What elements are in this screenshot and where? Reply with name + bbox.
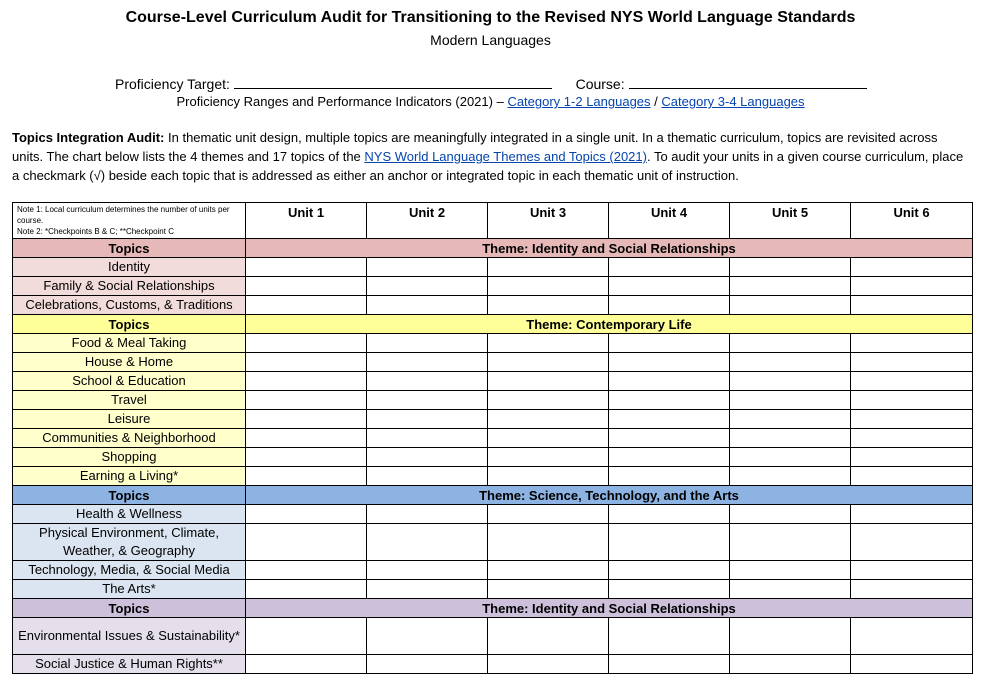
topic-row	[13, 410, 973, 429]
checkmark-cell-unit-4[interactable]	[609, 580, 730, 599]
topic-label: House & Home	[13, 353, 246, 372]
topic-label: Food & Meal Taking	[13, 334, 246, 353]
note-1	[17, 204, 241, 226]
checkmark-cell-unit-3[interactable]	[488, 296, 609, 315]
checkmark-cell-unit-5[interactable]	[730, 448, 851, 467]
checkmark-cell-unit-5[interactable]	[730, 467, 851, 486]
topic-row	[13, 391, 973, 410]
checkmark-cell-unit-5[interactable]	[730, 580, 851, 599]
checkmark-cell-unit-6[interactable]	[851, 372, 973, 391]
checkmark-cell-unit-5[interactable]	[730, 277, 851, 296]
checkmark-cell-unit-3[interactable]	[488, 372, 609, 391]
theme-title: Theme: Identity and Social Relationships	[246, 599, 973, 618]
proficiency-ranges-line	[0, 93, 981, 110]
notes-cell	[13, 203, 246, 239]
checkmark-cell-unit-1[interactable]	[246, 618, 367, 655]
checkmark-cell-unit-2[interactable]	[367, 618, 488, 655]
topic-label: The Arts*	[13, 580, 246, 599]
topic-row	[13, 296, 973, 315]
checkmark-cell-unit-5[interactable]	[730, 524, 851, 561]
checkmark-cell-unit-4[interactable]	[609, 334, 730, 353]
checkmark-cell-unit-6[interactable]	[851, 277, 973, 296]
checkmark-cell-unit-4[interactable]	[609, 372, 730, 391]
checkmark-cell-unit-2[interactable]	[367, 505, 488, 524]
checkmark-cell-unit-5[interactable]	[730, 353, 851, 372]
header-row	[13, 203, 973, 239]
theme-row	[13, 315, 973, 334]
checkmark-cell-unit-1[interactable]	[246, 391, 367, 410]
link-separator: /	[654, 94, 658, 109]
checkmark-cell-unit-1[interactable]	[246, 429, 367, 448]
checkmark-cell-unit-5[interactable]	[730, 258, 851, 277]
checkmark-cell-unit-3[interactable]	[488, 448, 609, 467]
topic-row	[13, 353, 973, 372]
course-field[interactable]	[629, 74, 867, 89]
note-2: Note 2: *Checkpoints B & C; **Checkpoint C	[17, 227, 174, 236]
checkmark-cell-unit-1[interactable]	[246, 524, 367, 561]
checkmark-cell-unit-4[interactable]	[609, 429, 730, 448]
checkmark-cell-unit-3[interactable]	[488, 277, 609, 296]
topic-label: Environmental Issues & Sustainability*	[13, 618, 246, 655]
checkmark-cell-unit-5[interactable]	[730, 655, 851, 674]
checkmark-cell-unit-6[interactable]	[851, 618, 973, 655]
topics-label: Topics	[13, 486, 246, 505]
note-1-text: Local curriculum determines the number of units per course.	[17, 205, 230, 225]
checkmark-cell-unit-3[interactable]	[488, 505, 609, 524]
proficiency-target-field[interactable]	[234, 74, 552, 89]
intro-text-1: In thematic unit design, multiple topics are meaningfully integrated in a single unit. In a thematic curriculum, topics are revisited across units. The chart below lists the 4 themes and 17 topics of the	[12, 130, 938, 164]
checkmark-cell-unit-3[interactable]	[488, 429, 609, 448]
checkmark-cell-unit-4[interactable]	[609, 467, 730, 486]
unit-4-header: Unit 4	[609, 203, 730, 239]
topic-label: Leisure	[13, 410, 246, 429]
category-3-4-link[interactable]: Category 3-4 Languages	[661, 94, 805, 109]
topic-row	[13, 505, 973, 524]
checkmark-cell-unit-4[interactable]	[609, 410, 730, 429]
topic-row	[13, 277, 973, 296]
checkmark-cell-unit-4[interactable]	[609, 561, 730, 580]
checkmark-cell-unit-4[interactable]	[609, 277, 730, 296]
unit-2-header: Unit 2	[367, 203, 488, 239]
checkmark-cell-unit-2[interactable]	[367, 448, 488, 467]
checkmark-cell-unit-3[interactable]	[488, 410, 609, 429]
topic-row	[13, 580, 973, 599]
checkmark-cell-unit-1[interactable]	[246, 561, 367, 580]
checkmark-cell-unit-5[interactable]	[730, 334, 851, 353]
checkmark-cell-unit-3[interactable]	[488, 655, 609, 674]
audit-table	[12, 202, 973, 674]
checkmark-cell-unit-4[interactable]	[609, 448, 730, 467]
topic-label: Identity	[13, 258, 246, 277]
topic-label: Communities & Neighborhood	[13, 429, 246, 448]
topic-row	[13, 524, 973, 561]
topic-row	[13, 334, 973, 353]
checkmark-cell-unit-1[interactable]	[246, 296, 367, 315]
checkmark-cell-unit-4[interactable]	[609, 505, 730, 524]
checkmark-cell-unit-3[interactable]	[488, 580, 609, 599]
checkmark-cell-unit-3[interactable]	[488, 561, 609, 580]
topic-row	[13, 372, 973, 391]
unit-1-header: Unit 1	[246, 203, 367, 239]
checkmark-cell-unit-6[interactable]	[851, 296, 973, 315]
topic-row	[13, 561, 973, 580]
theme-row	[13, 239, 973, 258]
checkmark-cell-unit-5[interactable]	[730, 429, 851, 448]
topics-label: Topics	[13, 239, 246, 258]
checkmark-cell-unit-4[interactable]	[609, 655, 730, 674]
topic-label: Technology, Media, & Social Media	[13, 561, 246, 580]
checkmark-cell-unit-6[interactable]	[851, 580, 973, 599]
checkmark-cell-unit-6[interactable]	[851, 467, 973, 486]
checkmark-cell-unit-1[interactable]	[246, 410, 367, 429]
checkmark-cell-unit-3[interactable]	[488, 353, 609, 372]
checkmark-cell-unit-2[interactable]	[367, 467, 488, 486]
checkmark-cell-unit-1[interactable]	[246, 334, 367, 353]
checkmark-cell-unit-6[interactable]	[851, 334, 973, 353]
checkmark-cell-unit-1[interactable]	[246, 353, 367, 372]
checkmark-cell-unit-6[interactable]	[851, 429, 973, 448]
checkmark-cell-unit-6[interactable]	[851, 655, 973, 674]
course-label: Course:	[575, 76, 625, 92]
proficiency-course-line	[115, 74, 867, 93]
page-subtitle: Modern Languages	[430, 32, 551, 48]
checkmark-cell-unit-5[interactable]	[730, 505, 851, 524]
topic-label: Shopping	[13, 448, 246, 467]
topic-label: Physical Environment, Climate, Weather, & Geography	[13, 524, 246, 561]
category-1-2-link[interactable]: Category 1-2 Languages	[507, 94, 651, 109]
topic-label: School & Education	[13, 372, 246, 391]
checkmark-cell-unit-2[interactable]	[367, 391, 488, 410]
page-title	[0, 8, 981, 28]
theme-title: Theme: Identity and Social Relationships	[246, 239, 973, 258]
topics-label: Topics	[13, 599, 246, 618]
checkmark-cell-unit-2[interactable]	[367, 655, 488, 674]
checkmark-cell-unit-1[interactable]	[246, 467, 367, 486]
checkmark-cell-unit-1[interactable]	[246, 372, 367, 391]
checkmark-cell-unit-1[interactable]	[246, 505, 367, 524]
title-text: Course-Level Curriculum Audit for Transitioning to the Revised NYS World Language Standards	[125, 9, 856, 26]
checkmark-cell-unit-4[interactable]	[609, 618, 730, 655]
checkmark-cell-unit-2[interactable]	[367, 277, 488, 296]
topic-label: Travel	[13, 391, 246, 410]
checkmark-cell-unit-6[interactable]	[851, 524, 973, 561]
topic-label: Social Justice & Human Rights**	[13, 655, 246, 674]
checkmark-cell-unit-2[interactable]	[367, 372, 488, 391]
checkmark-cell-unit-3[interactable]	[488, 618, 609, 655]
checkmark-cell-unit-4[interactable]	[609, 296, 730, 315]
checkmark-cell-unit-5[interactable]	[730, 561, 851, 580]
checkmark-cell-unit-5[interactable]	[730, 391, 851, 410]
proficiency-target-label: Proficiency Target:	[115, 76, 230, 92]
topic-label: Health & Wellness	[13, 505, 246, 524]
intro-lead: Topics Integration Audit:	[12, 130, 165, 145]
note-1-lead: Note 1:	[17, 205, 43, 214]
checkmark-cell-unit-4[interactable]	[609, 391, 730, 410]
checkmark-cell-unit-1[interactable]	[246, 277, 367, 296]
checkmark-cell-unit-2[interactable]	[367, 334, 488, 353]
checkmark-cell-unit-3[interactable]	[488, 467, 609, 486]
checkmark-cell-unit-6[interactable]	[851, 258, 973, 277]
unit-3-header: Unit 3	[488, 203, 609, 239]
checkmark-cell-unit-2[interactable]	[367, 561, 488, 580]
topic-row	[13, 429, 973, 448]
topic-label: Celebrations, Customs, & Traditions	[13, 296, 246, 315]
theme-title: Theme: Science, Technology, and the Arts	[246, 486, 973, 505]
theme-row	[13, 599, 973, 618]
checkmark-cell-unit-2[interactable]	[367, 296, 488, 315]
checkmark-cell-unit-5[interactable]	[730, 410, 851, 429]
intro-text-2: . To audit your units in a given course curriculum, place a checkmark (√) beside each topic that is addressed as either an anchor or integrated topic in each thematic unit of instruction.	[12, 149, 964, 183]
checkmark-cell-unit-2[interactable]	[367, 410, 488, 429]
checkmark-cell-unit-5[interactable]	[730, 296, 851, 315]
checkmark-cell-unit-6[interactable]	[851, 353, 973, 372]
checkmark-cell-unit-3[interactable]	[488, 334, 609, 353]
topics-label: Topics	[13, 315, 246, 334]
checkmark-cell-unit-6[interactable]	[851, 391, 973, 410]
checkmark-cell-unit-4[interactable]	[609, 353, 730, 372]
checkmark-cell-unit-2[interactable]	[367, 429, 488, 448]
checkmark-cell-unit-6[interactable]	[851, 561, 973, 580]
intro-paragraph	[12, 128, 972, 185]
topic-row	[13, 655, 973, 674]
checkmark-cell-unit-4[interactable]	[609, 524, 730, 561]
theme-row	[13, 486, 973, 505]
checkmark-cell-unit-6[interactable]	[851, 448, 973, 467]
ranges-text: Proficiency Ranges and Performance Indicators (2021) –	[176, 94, 504, 109]
unit-6-header: Unit 6	[851, 203, 973, 239]
checkmark-cell-unit-5[interactable]	[730, 618, 851, 655]
theme-title: Theme: Contemporary Life	[246, 315, 973, 334]
unit-5-header: Unit 5	[730, 203, 851, 239]
checkmark-cell-unit-3[interactable]	[488, 258, 609, 277]
checkmark-cell-unit-1[interactable]	[246, 258, 367, 277]
checkmark-cell-unit-6[interactable]	[851, 505, 973, 524]
topic-row	[13, 258, 973, 277]
checkmark-cell-unit-3[interactable]	[488, 524, 609, 561]
checkmark-cell-unit-5[interactable]	[730, 372, 851, 391]
checkmark-cell-unit-4[interactable]	[609, 258, 730, 277]
checkmark-cell-unit-3[interactable]	[488, 391, 609, 410]
themes-topics-link[interactable]: NYS World Language Themes and Topics (2021)	[364, 149, 647, 164]
checkmark-cell-unit-1[interactable]	[246, 580, 367, 599]
topic-row	[13, 448, 973, 467]
checkmark-cell-unit-2[interactable]	[367, 353, 488, 372]
checkmark-cell-unit-2[interactable]	[367, 258, 488, 277]
checkmark-cell-unit-6[interactable]	[851, 410, 973, 429]
checkmark-cell-unit-2[interactable]	[367, 524, 488, 561]
checkmark-cell-unit-1[interactable]	[246, 448, 367, 467]
topic-row	[13, 618, 973, 655]
topic-row	[13, 467, 973, 486]
topic-label: Earning a Living*	[13, 467, 246, 486]
topic-label: Family & Social Relationships	[13, 277, 246, 296]
checkmark-cell-unit-1[interactable]	[246, 655, 367, 674]
checkmark-cell-unit-2[interactable]	[367, 580, 488, 599]
